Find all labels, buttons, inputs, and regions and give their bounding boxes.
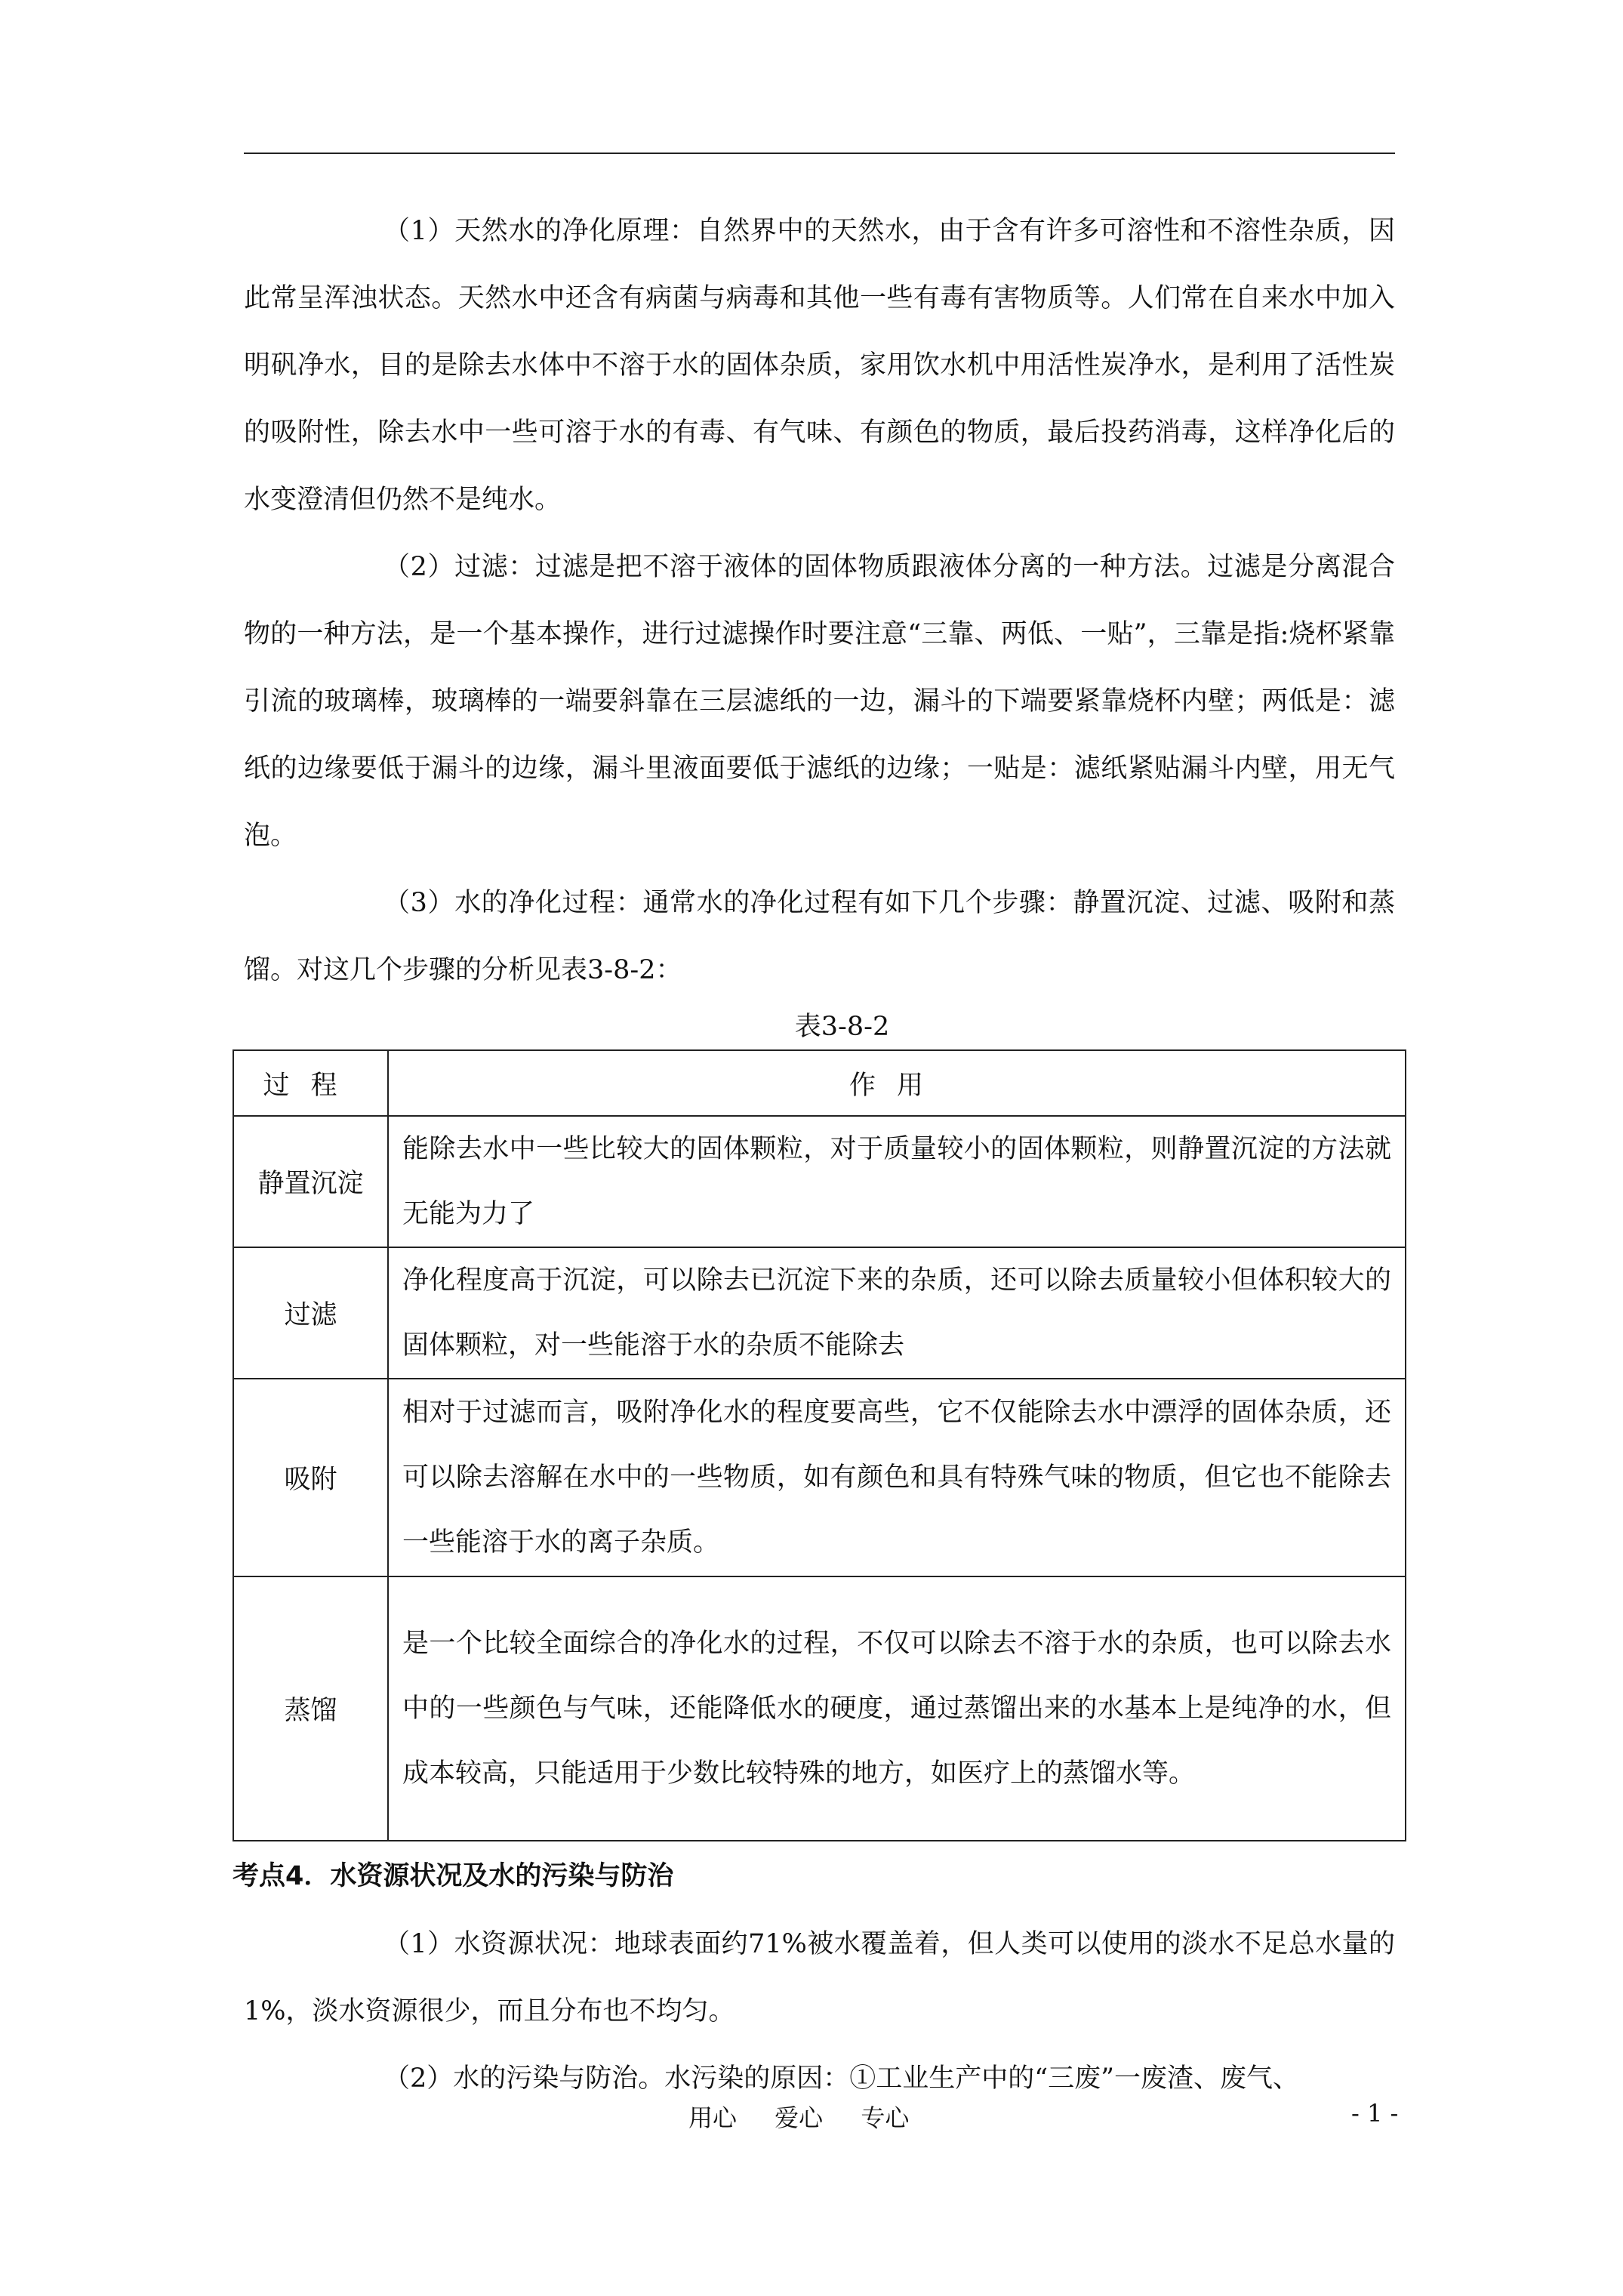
- table-row: [233, 1247, 1406, 1379]
- process-cell: 吸附: [233, 1379, 388, 1576]
- table-row: [233, 1116, 1406, 1247]
- paragraph-filtration: （2）过滤：过滤是把不溶于液体的固体物质跟液体分离的一种方法。过滤是分离混合物的一种方法，是一个基本操作，进行过滤操作时要注意“三靠、两低、一贴”，三靠是指:烧杯紧靠引流的玻璃棒，玻璃棒的一端要斜靠在三层滤纸的一边，漏斗的下端要紧靠烧杯内壁；两低是：滤纸的边缘要低于漏斗的边缘，漏斗里液面要低于滤纸的边缘；一贴是：滤纸紧贴漏斗内壁，用无气泡。: [244, 552, 1395, 851]
- paragraph-purification-principle: （1）天然水的净化原理：自然界中的天然水，由于含有许多可溶性和不溶性杂质，因此常呈浑浊状态。天然水中还含有病菌与病毒和其他一些有毒有害物质等。人们常在自来水中加入明矾净水，目的是除去水体中不溶于水的固体杂质，家用饮水机中用活性炭净水，是利用了活性炭的吸附性，除去水中一些可溶于水的有毒、有气味、有颜色的物质，最后投药消毒，这样净化后的水变澄清但仍然不是纯水。: [244, 216, 1395, 515]
- effect-cell: 净化程度高于沉淀，可以除去已沉淀下来的杂质，还可以除去质量较小但体积较大的固体颗粒，对一些能溶于水的杂质不能除去: [388, 1247, 1406, 1379]
- column-header-effect: 作用: [388, 1050, 1406, 1116]
- process-cell: 蒸馏: [233, 1576, 388, 1841]
- page-number: - 1 -: [1351, 2099, 1399, 2128]
- table-row: [233, 1379, 1406, 1576]
- section-title: 考点4．水资源状况及水的污染与防治: [233, 1861, 674, 1891]
- table-caption: 表3-8-2: [794, 1012, 890, 1042]
- footer-motto: 用心 爱心 专心: [688, 2103, 910, 2132]
- purification-table: [233, 1049, 1406, 1841]
- effect-cell: 相对于过滤而言，吸附净化水的程度要高些，它不仅能除去水中漂浮的固体杂质，还可以除去溶解在水中的一些物质，如有颜色和具有特殊气味的物质，但它也不能除去一些能溶于水的离子杂质。: [388, 1379, 1406, 1576]
- table-row: [233, 1576, 1406, 1841]
- document-body: [233, 198, 1395, 2113]
- paragraph-water-pollution: （2）水的污染与防治。水污染的原因：①工业生产中的“三废”一废渣、废气、: [383, 2063, 1300, 2094]
- header-rule: [244, 153, 1395, 154]
- effect-cell: 是一个比较全面综合的净化水的过程，不仅可以除去不溶于水的杂质，也可以除去水中的一些颜色与气味，还能降低水的硬度，通过蒸馏出来的水基本上是纯净的水，但成本较高，只能适用于少数比较特殊的地方，如医疗上的蒸馏水等。: [388, 1576, 1406, 1841]
- process-cell: 静置沉淀: [233, 1116, 388, 1247]
- paragraph-purification-process: （3）水的净化过程：通常水的净化过程有如下几个步骤：静置沉淀、过滤、吸附和蒸馏。对这几个步骤的分析见表3-8-2：: [244, 888, 1395, 985]
- process-cell: 过滤: [233, 1247, 388, 1379]
- effect-cell: 能除去水中一些比较大的固体颗粒，对于质量较小的固体颗粒，则静置沉淀的方法就无能为力了: [388, 1116, 1406, 1247]
- paragraph-water-resources: （1）水资源状况：地球表面约71%被水覆盖着，但人类可以使用的淡水不足总水量的1%，淡水资源很少，而且分布也不均匀。: [244, 1929, 1395, 2026]
- column-header-process: 过程: [233, 1050, 388, 1116]
- table-header-row: [233, 1050, 1406, 1116]
